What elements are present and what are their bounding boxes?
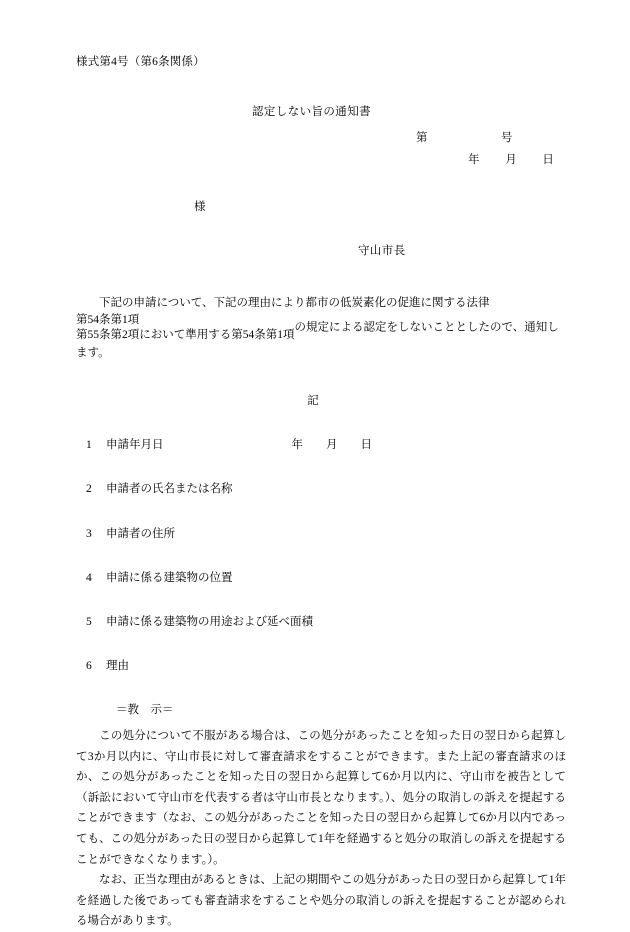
item-index: 3 bbox=[86, 527, 92, 540]
list-item bbox=[76, 435, 566, 455]
notice-paragraph-2: なお、正当な理由があるときは、上記の期間やこの処分があった日の翌日から起算して1年を経過した後であっても審査請求をすることや処分の取消しの訴えを提起することが認められる場合があります。 bbox=[76, 874, 566, 928]
notice-paragraph-1: この処分について不服がある場合は、この処分があったことを知った日の翌日から起算して3か月以内に、守山市長に対して審査請求をすることができます。また上記の審査請求のほか、この処分があったことを知った日の翌日から起算して6か月以内に、守山市を被告として（訴訟において守山市を代表する者は守山市長となります。）、処分の取消しの訴えを提起することができます（なお、この処分があったことを知った日の翌日から起算して6か月以内であっても、この処分があった日の翌日から起算して1年を経過すると処分の取消しの訴えを提起することができなくなります。）。 bbox=[76, 730, 566, 866]
document-date-slot: 年 月 日 bbox=[468, 154, 555, 167]
item-index: 2 bbox=[86, 483, 92, 496]
item-label: 理由 bbox=[106, 659, 129, 672]
kyoji-heading: ＝教 示＝ bbox=[116, 704, 174, 716]
legal-clause-stack bbox=[76, 313, 295, 342]
list-item bbox=[76, 568, 566, 588]
lead-text-before: 下記の申請について、下記の理由により都市の低炭素化の促進に関する法律 bbox=[87, 296, 490, 309]
legal-clause-top: 第54条第1項 bbox=[76, 314, 140, 327]
item-label: 申請年月日 bbox=[106, 439, 164, 452]
item-index: 5 bbox=[86, 615, 92, 628]
numbered-item-list bbox=[76, 435, 566, 676]
list-item bbox=[76, 524, 566, 544]
item-label: 申請者の住所 bbox=[106, 527, 175, 540]
document-title: 認定しない旨の通知書 bbox=[252, 106, 371, 119]
addressee-line: 様 bbox=[194, 200, 206, 213]
legal-clause-bottom: 第55条第2項において準用する第54条第1項 bbox=[76, 328, 295, 341]
item-date-slots: 年 月 日 bbox=[291, 439, 372, 452]
list-item bbox=[76, 656, 566, 676]
item-index: 1 bbox=[86, 439, 92, 452]
item-label: 申請に係る建築物の位置 bbox=[106, 571, 233, 584]
item-label: 申請者の氏名または名称 bbox=[106, 483, 233, 496]
list-item bbox=[76, 479, 566, 499]
issuer-name: 守山市長 bbox=[358, 244, 406, 257]
item-label: 申請に係る建築物の用途および延べ面積 bbox=[106, 615, 313, 628]
lead-text-after: の規定による認定をしないこととしたので、通知します。 bbox=[76, 321, 559, 359]
ki-heading: 記 bbox=[307, 395, 319, 408]
item-index: 6 bbox=[86, 659, 92, 672]
list-item bbox=[76, 612, 566, 632]
document-number-slot: 第 号 bbox=[416, 132, 513, 145]
form-number: 様式第4号（第6条関係） bbox=[76, 56, 205, 68]
lead-paragraph bbox=[76, 293, 566, 363]
item-index: 4 bbox=[86, 571, 92, 584]
